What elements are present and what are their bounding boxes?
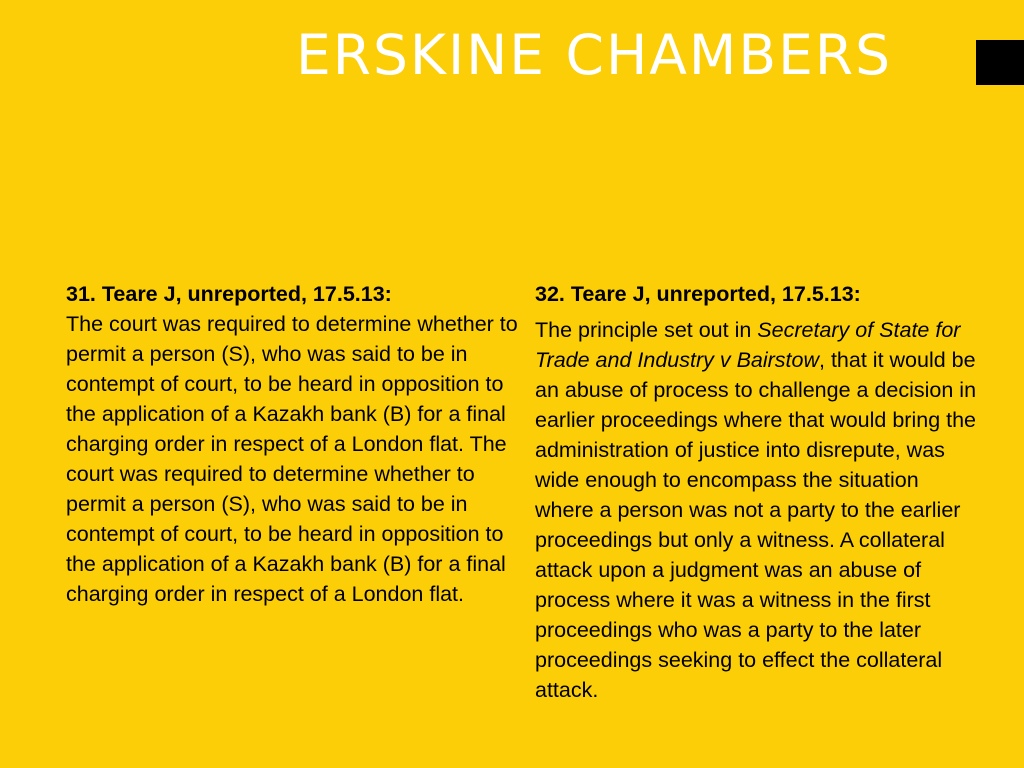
brand-logo-text: ERSKINE CHAMBERS (296, 23, 892, 87)
case-32-case-name: Secretary of State for Trade and Industry v Bairstow (535, 318, 961, 372)
case-31-heading: 31. Teare J, unreported, 17.5.13: (66, 282, 392, 306)
case-31-body: The court was required to determine whether to permit a person (S), who was said to be in contempt of court, to be heard in opposition to the application of a Kazakh bank (B) for a final charging order in respect of a London flat. The court was required to determine whether to permit a person (S), who was said to be in contempt of court, to be heard in opposition to the application of a Kazakh bank (B) for a final charging order in respect of a London flat. (66, 312, 518, 606)
case-32-body (535, 315, 980, 705)
case-32-heading: 32. Teare J, unreported, 17.5.13: (535, 282, 861, 306)
case-31-column (66, 279, 518, 609)
case-32-body-rest: , that it would be an abuse of process to challenge a decision in earlier proceedings where that would bring the administration of justice into disrepute, was wide enough to encompass the situation where a person was not a party to the earlier proceedings but only a witness. A collateral attack upon a judgment was an abuse of process where it was a witness in the first proceedings who was a party to the later proceedings seeking to effect the collateral attack. (535, 348, 977, 702)
brand-square (976, 40, 1024, 85)
case-32-column (535, 279, 980, 705)
case-32-body-intro: The principle set out in (535, 318, 758, 342)
